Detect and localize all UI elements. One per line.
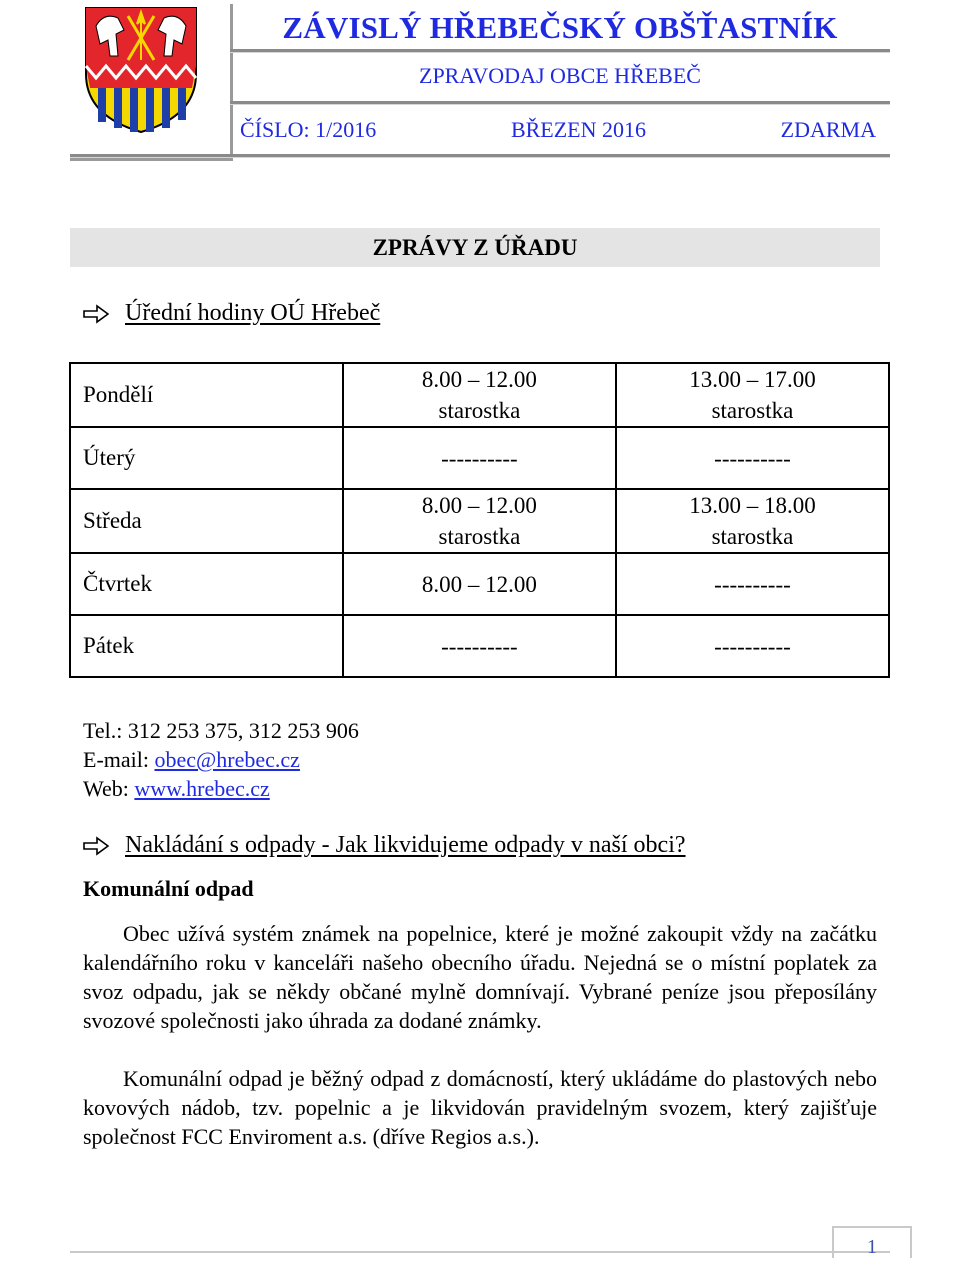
web-line bbox=[83, 774, 359, 803]
issue-number: ČÍSLO: 1/2016 bbox=[240, 117, 377, 142]
office-hours-heading bbox=[83, 300, 380, 327]
time-range: 8.00 – 12.00 bbox=[421, 367, 537, 392]
day-cell: Pondělí bbox=[70, 363, 343, 427]
day-cell: Středa bbox=[70, 489, 343, 553]
table-row bbox=[70, 427, 889, 489]
waste-subheading: Komunální odpad bbox=[83, 876, 254, 901]
header-bottom-rule bbox=[70, 154, 890, 158]
web-link[interactable]: www.hrebec.cz bbox=[134, 776, 270, 801]
subtitle-rule bbox=[230, 101, 890, 105]
footer-rule bbox=[70, 1251, 890, 1253]
afternoon-cell bbox=[616, 363, 889, 427]
morning-cell: ---------- bbox=[343, 427, 616, 489]
afternoon-cell: ---------- bbox=[616, 553, 889, 615]
email-link[interactable]: obec@hrebec.cz bbox=[154, 747, 300, 772]
newsletter-title: ZÁVISLÝ HŘEBEČSKÝ OBŠŤASTNÍK bbox=[282, 10, 838, 45]
issue-price: ZDARMA bbox=[780, 117, 876, 142]
phone-label: Tel.: bbox=[83, 718, 123, 743]
day-cell: Úterý bbox=[70, 427, 343, 489]
table-row bbox=[70, 489, 889, 553]
morning-cell: ---------- bbox=[343, 615, 616, 677]
table-row bbox=[70, 615, 889, 677]
time-range: 13.00 – 17.00 bbox=[689, 367, 816, 392]
title-rule bbox=[230, 49, 890, 53]
page-number: 1 bbox=[832, 1226, 912, 1258]
arrow-right-icon bbox=[83, 304, 109, 324]
issue-info-row bbox=[240, 117, 876, 143]
afternoon-cell: ---------- bbox=[616, 427, 889, 489]
time-note: starostka bbox=[438, 398, 521, 423]
email-line bbox=[83, 745, 359, 774]
waste-paragraph-1 bbox=[83, 919, 877, 1035]
time-note: starostka bbox=[438, 524, 521, 549]
waste-paragraph-2 bbox=[83, 1064, 877, 1151]
afternoon-cell: ---------- bbox=[616, 615, 889, 677]
office-hours-table bbox=[69, 362, 890, 678]
phone-line bbox=[83, 716, 359, 745]
paragraph-text: Obec užívá systém známek na popelnice, které je možné zakoupit vždy na začátku kalendářního roku v kanceláři našeho obecního úřadu. Nejedná se o místní poplatek za svoz odpadu, jak se někdy občané mylně domnívají. Vybrané peníze jsou přeposílány svozové společnosti jako úhrada za dodané známky. bbox=[83, 921, 877, 1033]
web-label: Web: bbox=[83, 776, 129, 801]
time-note: starostka bbox=[711, 398, 794, 423]
arrow-right-icon bbox=[83, 836, 109, 856]
contact-block bbox=[83, 716, 359, 803]
office-hours-heading-text: Úřední hodiny OÚ Hřebeč bbox=[125, 300, 381, 326]
coat-of-arms-icon bbox=[82, 4, 200, 134]
afternoon-cell bbox=[616, 489, 889, 553]
time-note: starostka bbox=[711, 524, 794, 549]
morning-cell bbox=[343, 489, 616, 553]
waste-heading bbox=[83, 832, 686, 859]
table-row bbox=[70, 553, 889, 615]
waste-heading-text: Nakládání s odpady - Jak likvidujeme odpady v naší obci? bbox=[125, 832, 686, 858]
issue-date: BŘEZEN 2016 bbox=[510, 117, 646, 142]
time-range: 8.00 – 12.00 bbox=[421, 493, 537, 518]
phone-numbers: 312 253 375, 312 253 906 bbox=[127, 718, 359, 743]
paragraph-text: Komunální odpad je běžný odpad z domácností, který ukládáme do plastových nebo kovových nádob, tzv. popelnic a je likvidován pravidelným svozem, který zajišťuje společnost FCC Enviroment a.s. (dříve Regios a.s.). bbox=[83, 1066, 877, 1149]
newsletter-subtitle: ZPRAVODAJ OBCE HŘEBEČ bbox=[419, 63, 701, 88]
section-heading: ZPRÁVY Z ÚŘADU bbox=[70, 228, 880, 267]
time-range: 13.00 – 18.00 bbox=[689, 493, 816, 518]
morning-cell bbox=[343, 363, 616, 427]
day-cell: Pátek bbox=[70, 615, 343, 677]
day-cell: Čtvrtek bbox=[70, 553, 343, 615]
morning-cell: 8.00 – 12.00 bbox=[343, 553, 616, 615]
table-row bbox=[70, 363, 889, 427]
email-label: E-mail: bbox=[83, 747, 149, 772]
